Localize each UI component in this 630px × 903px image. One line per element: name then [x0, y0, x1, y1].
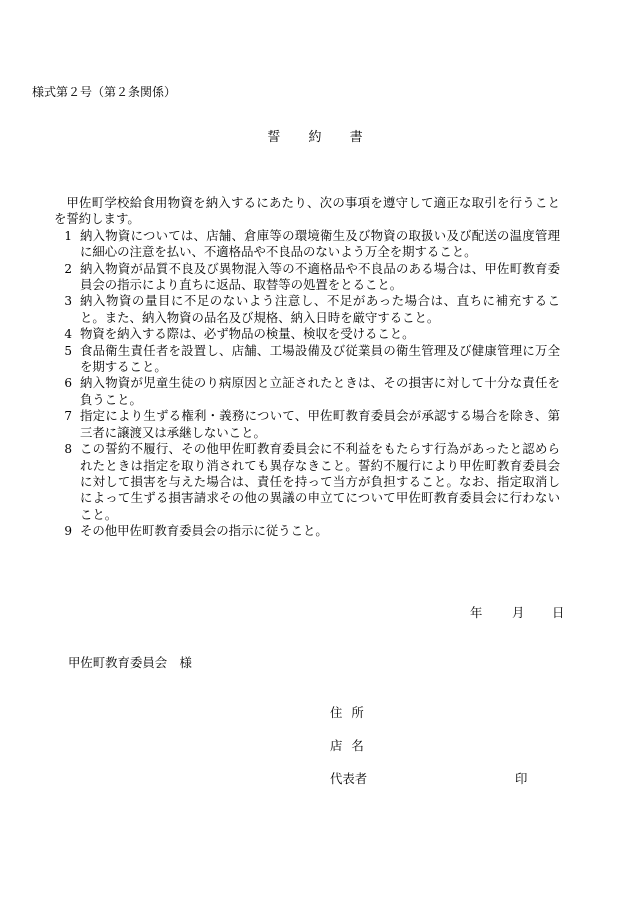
pledge-item — [54, 523, 560, 539]
shop-name-label: 店名 — [330, 738, 373, 753]
item-number: 2 — [64, 261, 72, 276]
item-number: 3 — [64, 294, 72, 309]
pledge-item — [54, 228, 560, 261]
item-number: 1 — [64, 228, 72, 243]
date-year: 年 — [470, 605, 483, 620]
shop-name-row — [330, 738, 373, 754]
pledge-item — [54, 326, 560, 342]
representative-row — [330, 771, 367, 787]
pledge-item — [54, 375, 560, 408]
item-number: 7 — [64, 409, 72, 424]
item-text: 納入物資が品質不良及び異物混入等の不適格品や不良品のある場合は、甲佐町教育委員会の指示により直ちに返品、取替等の処置をとること。 — [80, 260, 560, 293]
item-text: 物資を納入する際は、必ず物品の検量、検収を受けること。 — [80, 326, 415, 342]
pledge-item — [54, 408, 560, 441]
item-number: 4 — [64, 327, 72, 342]
address-label: 住所 — [330, 705, 373, 720]
item-text: 納入物資が児童生徒のり病原因と立証されたときは、その損害に対して十分な責任を負うこと。 — [80, 375, 560, 407]
pledge-items — [54, 228, 560, 540]
item-text: この誓約不履行、その他甲佐町教育委員会に不利益をもたらす行為があったと認められたときは指定を取り消されても異存なきこと。誓約不履行により甲佐町教育委員会に対して損害を与えた場合は、責任を持って当方が負担すること。なお、指定取消しによって生ずる損害請求その他の異議の申立てについて甲佐町教育委員会に行わないこと。 — [80, 441, 560, 522]
item-number: 5 — [64, 343, 72, 358]
item-number: 8 — [64, 442, 72, 457]
item-text: 食品衛生責任者を設置し、店舗、工場設備及び従業員の衛生管理及び健康管理に万全を期すること。 — [80, 342, 560, 375]
item-number: 9 — [64, 524, 72, 539]
pledge-item — [54, 441, 560, 523]
item-text: 指定により生ずる権利・義務について、甲佐町教育委員会が承認する場合を除き、第三者に譲渡又は承継しないこと。 — [80, 408, 560, 440]
addressee: 甲佐町教育委員会 様 — [68, 655, 192, 670]
date-day: 日 — [552, 605, 565, 620]
document-title: 誓 約 書 — [267, 130, 375, 145]
pledge-item — [54, 343, 560, 376]
item-number: 6 — [64, 376, 72, 391]
item-text: 納入物資の量目に不足のないよう注意し、不足があった場合は、直ちに補充すること。また、納入物資の品名及び規格、納入日時を厳守すること。 — [80, 293, 560, 325]
item-text: 納入物資については、店舗、倉庫等の環境衛生及び物資の取扱い及び配送の温度管理に細心の注意を払い、不適格品や不良品のないよう万全を期すること。 — [80, 227, 560, 260]
address-row — [330, 705, 373, 721]
form-number: 様式第２号（第２条関係） — [32, 85, 177, 99]
document-body — [54, 195, 560, 540]
pledge-item — [54, 293, 560, 326]
intro-paragraph: 甲佐町学校給食用物資を納入するにあたり、次の事項を遵守して適正な取引を行うことを誓約します。 — [54, 195, 560, 227]
pledge-item — [54, 261, 560, 294]
date-month: 月 — [512, 605, 525, 620]
representative-label: 代表者 — [330, 771, 368, 786]
seal-mark: 印 — [515, 771, 528, 786]
item-text: その他甲佐町教育委員会の指示に従うこと。 — [80, 523, 328, 539]
